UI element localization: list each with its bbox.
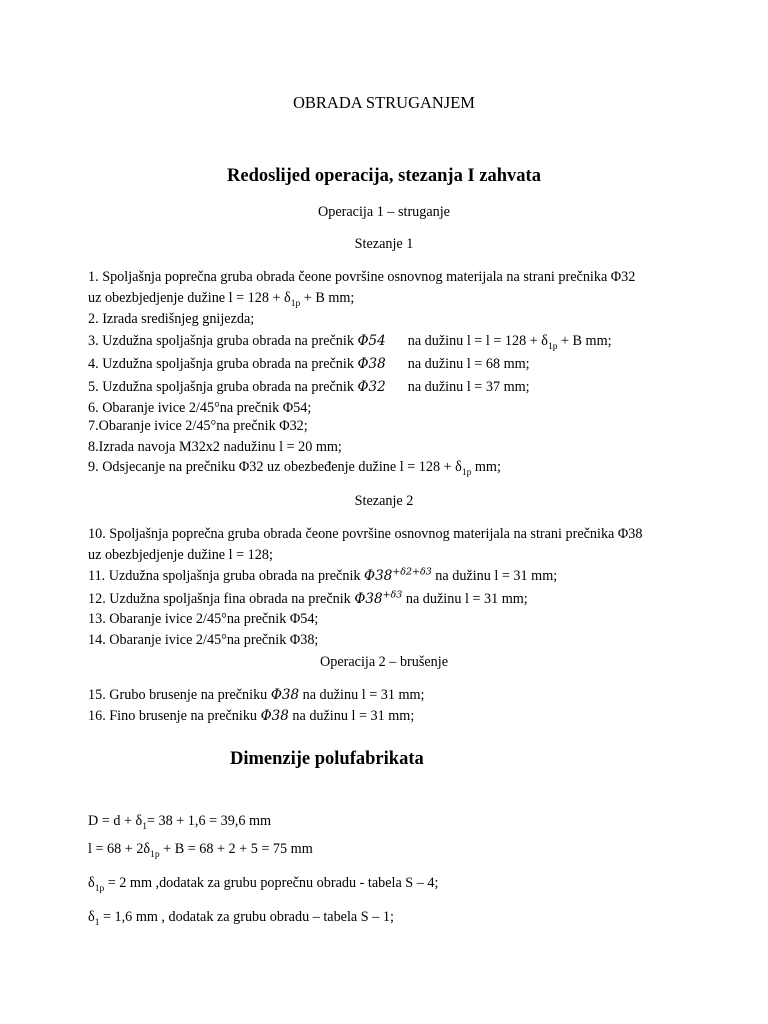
step-2: 2. Izrada središnjeg gnijezda; (88, 311, 255, 327)
formula-length: $l = 68 + 2\delta_{1p} + B = 68 + 2 + 5 = 75$ mm (88, 841, 313, 860)
step-14: 14. Obaranje ivice 2/45°na prečnik Φ38; (88, 632, 319, 648)
formula-diameter: $D = d + \delta_1= 38 + 1,6 = 39,6$ mm (88, 813, 272, 832)
step-11: 11. Uzdužna spoljašnja gruba obrada na prečnik $\Phi 38^{+\delta 2+\delta 3}$ na dužinu l = 31 mm; (88, 566, 558, 584)
operation-1-label: Operacija 1 – struganje (318, 204, 450, 220)
step-10-line-2: uz obezbjedjenje dužine l = 128; (88, 547, 273, 563)
allowance-rough: $\delta_1 = 1,6$ mm , dodatak za grubu obradu – tabela S – 1; (88, 909, 394, 928)
step-12: 12. Uzdužna spoljašnja fina obrada na prečnik $\Phi 38^{+\delta 3}$ na dužinu l = 31 mm; (88, 589, 528, 607)
clamping-1-label: Stezanje 1 (354, 236, 414, 252)
section-heading-operations: Redoslijed operacija, stezanja I zahvata (227, 166, 541, 186)
step-16: 16. Fino brusenje na prečniku Φ38 na dužinu l = 31 mm; (88, 708, 415, 724)
step-8: 8.Izrada navoja M32x2 nadužinu l = 20 mm; (88, 439, 342, 455)
clamping-2-label: Stezanje 2 (354, 493, 414, 509)
step-4: 4. Uzdužna spoljašnja gruba obrada na prečnik Φ38 na dužinu l = 68 mm; (88, 356, 530, 372)
step-10-line-1: 10. Spoljašnja poprečna gruba obrada čeone površine osnovnog materijala na strani prečnika Φ38 (88, 526, 643, 542)
allowance-face: $\delta_{1p} = 2$ mm ,dodatak za grubu poprečnu obradu - tabela S – 4; (88, 875, 439, 894)
step-6: 6. Obaranje ivice 2/45°na prečnik Φ54; (88, 400, 312, 416)
section-heading-semi-finished: Dimenzije polufabrikata (230, 749, 424, 769)
operation-2-label: Operacija 2 – brušenje (319, 654, 449, 670)
step-1-line-2: uz obezbjedjenje dužine $l = 128 + \delta_{1p} + B$ mm; (88, 290, 355, 309)
step-7: 7.Obaranje ivice 2/45°na prečnik Φ32; (88, 418, 308, 434)
step-5: 5. Uzdužna spoljašnja gruba obrada na prečnik Φ32 na dužinu l = 37 mm; (88, 379, 530, 395)
step-3: 3. Uzdužna spoljašnja gruba obrada na prečnik Φ54 na dužinu $l = l = 128 + \delta_{1p} + B$ mm; (88, 333, 612, 352)
step-1-line-1: 1. Spoljašnja poprečna gruba obrada čeone površine osnovnog materijala na strani prečnika Φ32 (88, 269, 636, 285)
document-title: OBRADA STRUGANJEM (293, 93, 475, 112)
step-13: 13. Obaranje ivice 2/45°na prečnik Φ54; (88, 611, 319, 627)
step-15: 15. Grubo brusenje na prečniku Φ38 na dužinu l = 31 mm; (88, 687, 425, 703)
step-9: 9. Odsjecanje na prečniku Φ32 uz obezbeđenje dužine $l = 128 + \delta_{1p}$ mm; (88, 459, 501, 478)
